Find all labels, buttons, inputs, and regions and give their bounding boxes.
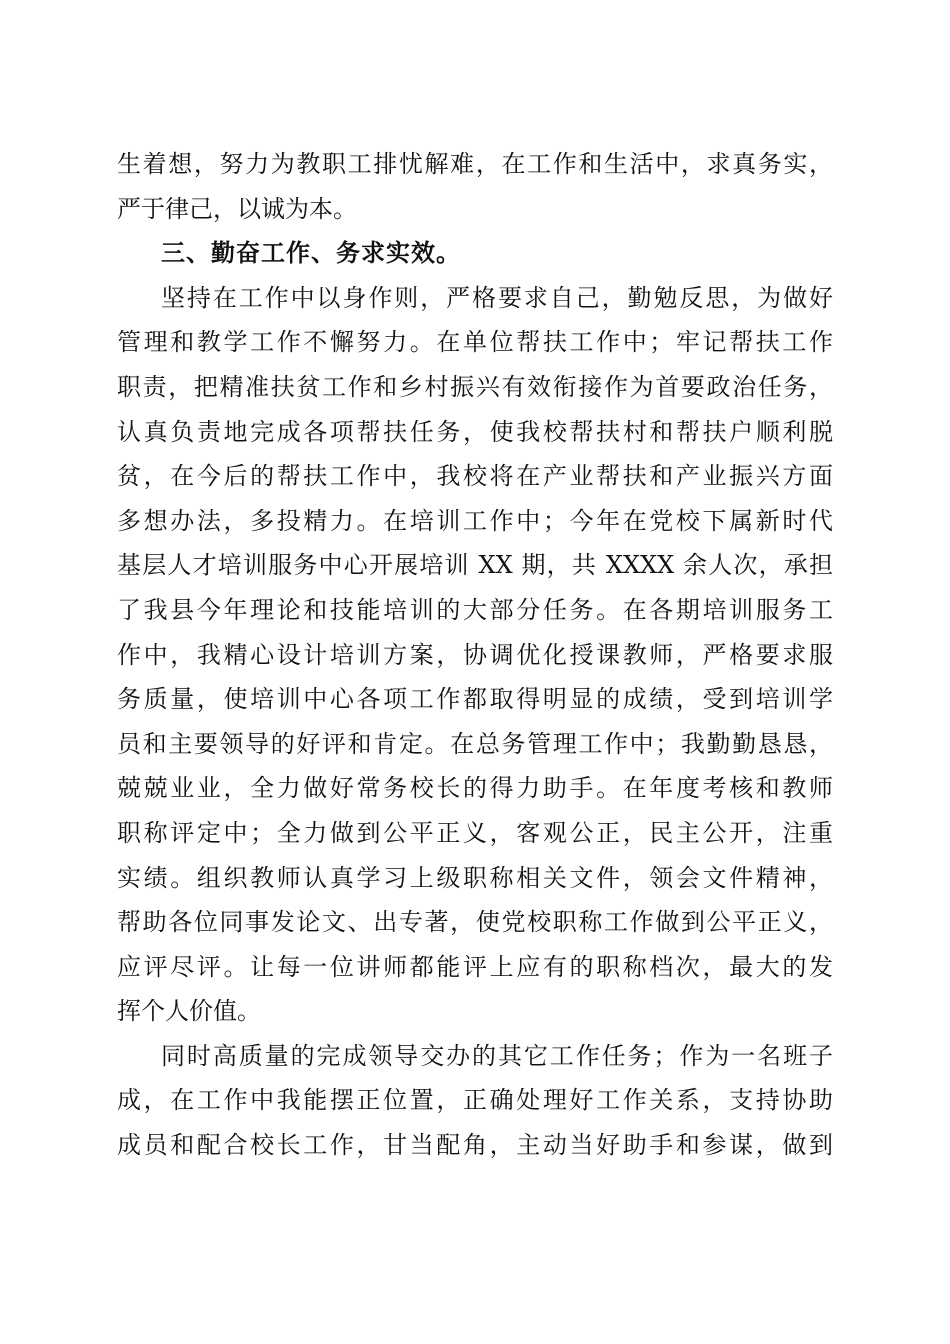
text-line: 成，在工作中我能摆正位置，正确处理好工作关系，支持协助 xyxy=(117,1086,833,1115)
text-line: 帮助各位同事发论文、出专著，使党校职称工作做到公平正义， xyxy=(117,908,833,937)
text-line: 认真负责地完成各项帮扶任务，使我校帮扶村和帮扶户顺利脱 xyxy=(117,417,833,446)
text-line: 实绩。组织教师认真学习上级职称相关文件，领会文件精神， xyxy=(117,863,833,892)
text-line: 挥个人价值。 xyxy=(117,997,261,1026)
text-line: 应评尽评。让每一位讲师都能评上应有的职称档次，最大的发 xyxy=(117,952,833,981)
paragraph-main xyxy=(117,276,833,1034)
text-line: 了我县今年理论和技能培训的大部分任务。在各期培训服务工 xyxy=(117,595,833,624)
text-line: 多想办法，多投精力。在培训工作中；今年在党校下属新时代 xyxy=(117,506,833,535)
text-line: 同时高质量的完成领导交办的其它工作任务；作为一名班子 xyxy=(161,1041,833,1070)
text-line: 生着想，努力为教职工排忧解难，在工作和生活中，求真务实， xyxy=(117,150,833,178)
text-line: 员和主要领导的好评和肯定。在总务管理工作中；我勤勤恳恳， xyxy=(117,729,833,758)
text-line: 坚持在工作中以身作则，严格要求自己，勤勉反思，为做好 xyxy=(161,283,833,312)
text-line: 职称评定中；全力做到公平正义，客观公正，民主公开，注重 xyxy=(117,818,833,847)
document-body xyxy=(117,142,833,1168)
section-heading: 三、勤奋工作、务求实效。 xyxy=(161,239,461,268)
text-line: 成员和配合校长工作，甘当配角，主动当好助手和参谋，做到 xyxy=(117,1131,833,1160)
paragraph-final xyxy=(117,1034,833,1168)
text-line: 贫，在今后的帮扶工作中，我校将在产业帮扶和产业振兴方面 xyxy=(117,462,833,491)
text-line: 严于律己，以诚为本。 xyxy=(117,194,357,223)
text-line: 基层人才培训服务中心开展培训 XX 期，共 XXXX 余人次，承担 xyxy=(117,551,833,580)
text-line: 作中，我精心设计培训方案，协调优化授课教师，严格要求服 xyxy=(117,640,833,669)
text-line: 管理和教学工作不懈努力。在单位帮扶工作中；牢记帮扶工作 xyxy=(117,328,833,357)
text-line: 兢兢业业，全力做好常务校长的得力助手。在年度考核和教师 xyxy=(117,774,833,803)
text-line: 务质量，使培训中心各项工作都取得明显的成绩，受到培训学 xyxy=(117,685,833,714)
paragraph-intro xyxy=(117,142,833,231)
text-line: 职责，把精准扶贫工作和乡村振兴有效衔接作为首要政治任务， xyxy=(117,372,833,401)
